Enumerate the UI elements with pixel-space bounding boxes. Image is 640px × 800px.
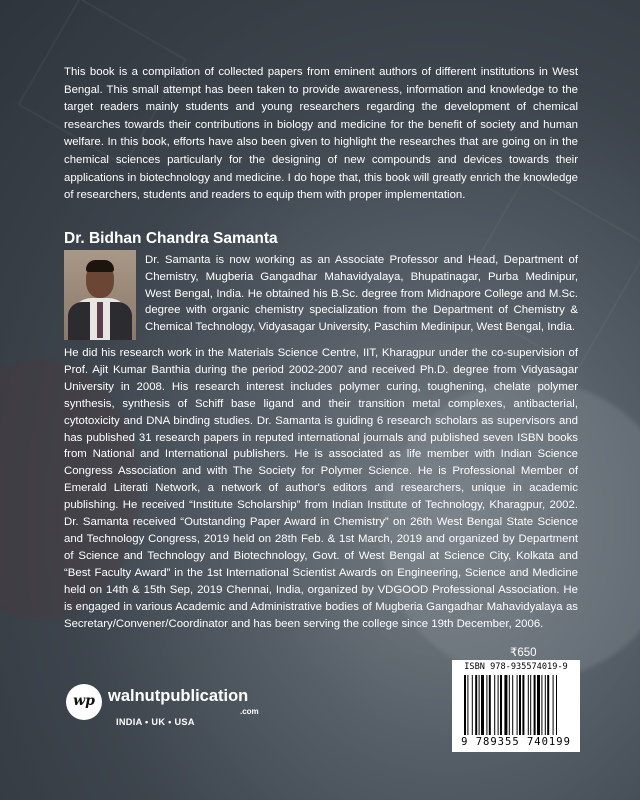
ean-digits: 9 789355 740199: [461, 736, 571, 748]
publisher-domain: .com: [240, 707, 259, 716]
price-label: ₹650: [510, 647, 537, 659]
publisher-name: walnutpublication: [108, 687, 249, 705]
isbn-label: ISBN 978-935574019-9: [464, 662, 568, 672]
author-name: Dr. Bidhan Chandra Samanta: [64, 230, 278, 247]
author-intro: Dr. Samanta is now working as an Associate Professor and Head, Department of Chemistry, Mugberia Gangadhar Mahavidyalaya, Bhupatinagar, Purba Medinipur, West Bengal, India. He obtained his B.Sc. degree from Midnapore College and M.Sc. degree with organic chemistry specialization from the Department of Chemistry & Chemical Technology, Vidyasagar University, Paschim Medinipur, West Bengal, India.: [145, 254, 578, 334]
author-bio: He did his research work in the Materials Science Centre, IIT, Kharagpur under the co-supervision of Prof. Ajit Kumar Banthia during the period 2002-2007 and received Ph.D. degree from Vidyasagar University in 2008. His research interest includes polymer curing, toughening, chelate polymer synthesis, synthesis of Schiff base ligand and their transition metal complexes, antibacterial, cytotoxicity and DNA binding studies. Dr. Samanta is guiding 6 research scholars as supervisors and has published 31 research papers in reputed international journals and published seven ISBN books from National and International publishers. He is associated as life member with Indian Science Congress Association and with The Society for Polymer Science. He is Professional Member of Emerald Literati Network, a network of author's editors and researchers, unique in academic publishing. He received “Institute Scholarship” from Indian Institute of Technology, Kharagpur, 2002. Dr. Samanta received “Outstanding Paper Award in Chemistry” on 26th West Bengal State Science and Technology Congress, 2019 held on 28th Feb. & 1st March, 2019 and organized by Department of Science and Technology and Biotechnology, Govt. of West Bengal at Science City, Kolkata and “Best Faculty Award” in the 1st International Scientist Awards on Engineering, Science and Medicine held on 14th & 15th Sep, 2019 Chennai, India, organized by VDGOOD Professional Association. He is engaged in various Academic and Administrative bodies of Mugberia Gangadhar Mahavidyalaya as Secretary/Convener/Coordinator and has been serving the college since 19th December, 2006.: [64, 347, 578, 630]
isbn-barcode: [452, 660, 580, 752]
barcode-bars: [464, 675, 574, 735]
publisher-logo-icon: wp: [66, 684, 102, 720]
publisher-regions: INDIA • UK • USA: [116, 717, 195, 727]
book-blurb: This book is a compilation of collected papers from eminent authors of different institutions in West Bengal. This small attempt has been taken to provide awareness, information and knowledge to the target readers mainly students and young researchers regarding the development of chemical researches towards their contributions in biology and medicine for the benefit of society and human welfare. In this book, efforts have also been given to highlight the researches that are going on in the chemical sciences particularly for the designing of new compounds and devices towards their applications in biotechnology and medicine. I do hope that, this book will greatly enrich the knowledge of researchers, students and readers to equip them with proper implementation.: [64, 66, 578, 202]
author-photo: [64, 250, 136, 340]
